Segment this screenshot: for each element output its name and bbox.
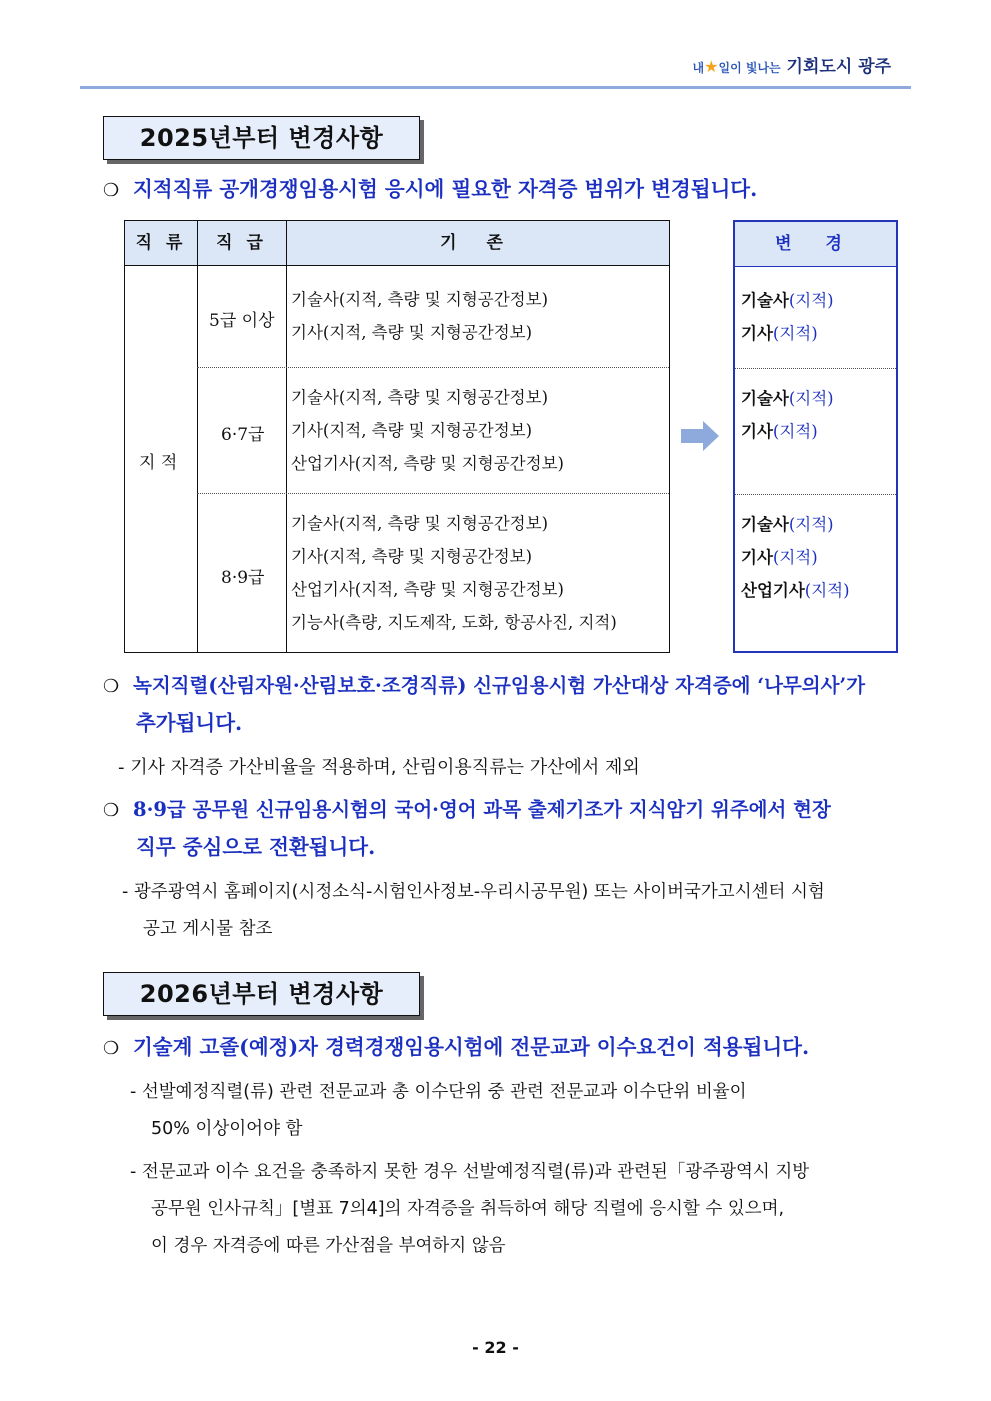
changed-r3-3: 산업기사(지적) [741,581,850,600]
bullet-text: 기술계 고졸(예정)자 경력경쟁임용시험에 전문교과 이수요건이 적용됩니다. [133,1035,810,1059]
category-cadastral: 지 적 [139,453,178,473]
section-title-2025: 2025년부터 변경사항 [103,116,420,160]
bullet-mark: ❍ [103,1038,120,1059]
header-rule [80,86,911,89]
sub-greenery: - 기사 자격증 가산비율을 적용하며, 산림이용직류는 가산에서 제외 [118,757,640,778]
th-series: 직 류 [125,221,197,265]
change-row-divider-1 [735,368,896,369]
bullet-mark: ❍ [103,676,120,697]
changed-r1-1: 기술사(지적) [741,291,834,310]
sub-exam-1: - 광주광역시 홈페이지(시정소식-시험인사정보-우리시공무원) 또는 사이버국가고시센터 시험 [122,882,825,902]
existing-r3-4: 기능사(측량, 지도제작, 도화, 항공사진, 지적) [291,613,617,632]
bullet-mark: ❍ [103,800,120,821]
existing-r3-2: 기사(지적, 측량 및 지형공간정보) [291,547,533,566]
existing-r1-1: 기술사(지적, 측량 및 지형공간정보) [291,290,548,309]
page-number: - 22 - [472,1338,519,1357]
logo-mid: 일이 빛나는 [718,61,781,75]
header-divider [125,265,669,266]
existing-r2-2: 기사(지적, 측량 및 지형공간정보) [291,421,533,440]
bullet-cadastral [103,170,757,210]
bullet-exam-cont: 직무 중심으로 전환됩니다. [136,835,376,859]
existing-r3-1: 기술사(지적, 측량 및 지형공간정보) [291,514,548,533]
existing-qualification-table [124,220,670,653]
bullet-vocational [103,1028,809,1068]
changed-r1-2: 기사(지적) [741,324,818,343]
th-grade: 직 급 [197,221,286,265]
bullet-greenery [103,666,865,706]
sub-exam-2: 공고 게시물 참조 [143,919,273,939]
header-logo [693,52,891,77]
changed-r2-2: 기사(지적) [741,422,818,441]
bullet-text: 녹지직렬(산림자원·산림보호·조경직류) 신규임용시험 가산대상 자격증에 ‘나무의사’가 [133,674,866,697]
col-divider-2 [286,221,287,652]
existing-r2-1: 기술사(지적, 측량 및 지형공간정보) [291,388,548,407]
right-arrow-icon [681,421,719,451]
change-row-divider-2 [735,494,896,495]
grade-8-9: 8·9급 [221,568,265,588]
bullet-text: 8·9급 공무원 신규임용시험의 국어·영어 과목 출제기조가 지식암기 위주에서 현장 [133,798,831,821]
sub-vocational-1b: 50% 이상이어야 함 [151,1119,303,1139]
bullet-greenery-cont: 추가됩니다. [136,711,243,735]
sub-vocational-1a: - 선발예정직렬(류) 관련 전문교과 총 이수단위 중 관련 전문교과 이수단위 비율이 [130,1082,747,1102]
sub-vocational-2b: 공무원 인사규칙」[별표 7의4]의 자격증을 취득하여 해당 직렬에 응시할 수 있으며, [151,1199,785,1219]
logo-main: 기회도시 광주 [786,57,891,77]
changed-qualification-table [733,220,898,653]
th-change: 변 경 [735,222,896,266]
changed-r3-1: 기술사(지적) [741,515,834,534]
existing-r2-3: 산업기사(지적, 측량 및 지형공간정보) [291,454,564,473]
bullet-mark: ❍ [103,180,120,201]
grade-5: 5급 이상 [209,311,275,331]
section-title-2026: 2026년부터 변경사항 [103,972,420,1016]
change-header-divider [735,266,896,267]
grade-6-7: 6·7급 [221,425,265,445]
existing-r1-2: 기사(지적, 측량 및 지형공간정보) [291,323,533,342]
col-divider-1 [197,221,198,652]
bullet-text: 지적직류 공개경쟁임용시험 응시에 필요한 자격증 범위가 변경됩니다. [133,177,758,201]
sub-vocational-2c: 이 경우 자격증에 따른 가산점을 부여하지 않음 [151,1236,506,1256]
changed-r3-2: 기사(지적) [741,548,818,567]
bullet-exam [103,790,831,830]
row-divider-2 [197,493,669,494]
sub-vocational-2a: - 전문교과 이수 요건을 충족하지 못한 경우 선발예정직렬(류)과 관련된「광주광역시 지방 [130,1162,810,1182]
existing-r3-3: 산업기사(지적, 측량 및 지형공간정보) [291,580,564,599]
star-icon: ★ [704,57,719,76]
logo-prefix: 내 [692,61,705,75]
changed-r2-1: 기술사(지적) [741,389,834,408]
th-existing: 기 존 [286,221,669,265]
row-divider-1 [197,367,669,368]
